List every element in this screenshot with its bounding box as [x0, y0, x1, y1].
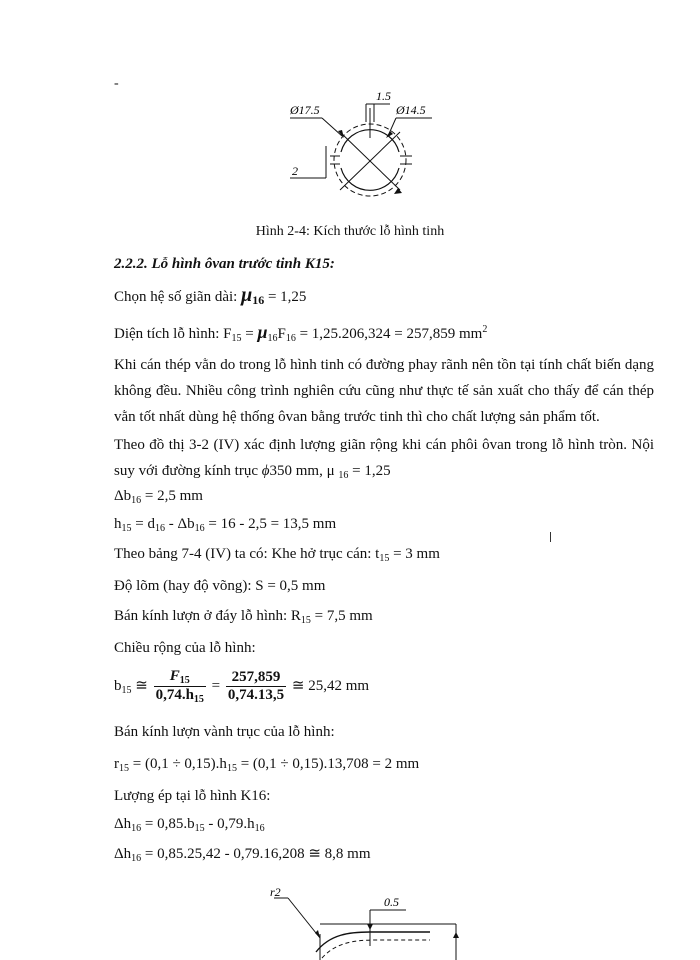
figure-caption: Hình 2-4: Kích thước lỗ hình tinh	[255, 224, 445, 239]
width-formula: $b_{15}$ ≅ $\frac{F_{15}}{0,74.h_{15}}$ = $\frac{257,859}{0,74.13,5}$ ≅ 25,42 mm	[114, 668, 370, 705]
stray-dash: -	[114, 76, 119, 91]
rim-radius-label: Bán kính lượn vành trục của lỗ hình:	[114, 724, 335, 740]
delta-b-line: $\Delta b_{16} = 2,5$ mm	[114, 488, 203, 506]
fraction-symbolic: $\frac{F_{15}}{0,74.h_{15}}$	[155, 668, 204, 705]
paragraph-rolling: Khi cán thép vằn do trong lỗ hình tinh có đường phay rãnh nên tồn tại tính chất biến dạng không đều. Nhiều công trình nghiên cứu cũng như thực tế sản xuất cho thấy để cán thép vằn tốt nhất dùng hệ thống ôvan bằng trước tinh thì cho chất lượng sản phẩm tốt.	[114, 357, 654, 425]
pressure-label: Lượng ép tại lỗ hình K16:	[114, 788, 271, 804]
text-cursor-mark	[550, 532, 551, 542]
dim-label: Ø14.5	[396, 103, 426, 117]
dim-label: r2	[270, 885, 281, 899]
dim-label: 1.5	[376, 89, 391, 103]
area-line: Diện tích lỗ hình: $F_{15} = \mu_{16}F_{16} = 1,25.206,324 = 257,859$ $mm^2$	[114, 322, 488, 344]
fraction-numeric: $\frac{257,859}{0,74.13,5}$	[227, 669, 285, 703]
coefficient-line: Chọn hệ số giãn dài: $\mu_{16} = 1,25$	[114, 284, 307, 307]
paragraph-interpolation: Theo đồ thị 3-2 (IV) xác định lượng giãn rộng khi cán phôi ôvan trong lỗ hình tròn. Nội suy với đường kính trục ϕ350 mm, μ $_{16}$ = 1,25	[114, 437, 654, 481]
dim-label: Ø17.5	[290, 103, 320, 117]
dim-label: 2	[292, 164, 298, 178]
section-heading: 2.2.2. Lỗ hình ôvan trước tinh K15:	[114, 256, 335, 272]
reduction-result: $\Delta h_{16} = 0,85.25,42 - 0,79.16,208$ ≅ 8,8 mm	[114, 846, 371, 864]
round-pass-figure	[280, 86, 440, 206]
width-label: Chiều rộng của lỗ hình:	[114, 640, 256, 656]
height-line: $h_{15} = d_{16} - \Delta b_{16} = 16 - 2,5 = 13,5$ mm	[114, 516, 337, 534]
concavity-line: Độ lõm (hay độ võng): S = 0,5 mm	[114, 578, 326, 594]
dim-label: 0.5	[384, 895, 399, 909]
reduction-formula: $\Delta h_{16} = 0,85.b_{15} - 0,79.h_{16}$	[114, 816, 265, 834]
rim-radius-formula: $r_{15} = (0,1 \div 0,15).h_{15} = (0,1 \div 0,15).13,708 = 2$ mm	[114, 756, 420, 774]
oval-pass-figure	[260, 880, 460, 960]
bottom-radius-line: Bán kính lượn ở đáy lỗ hình: $R_{15} = 7,5$ mm	[114, 608, 373, 626]
gap-line: Theo bảng 7-4 (IV) ta có: Khe hở trục cán: $t_{15} = 3$ mm	[114, 546, 440, 564]
